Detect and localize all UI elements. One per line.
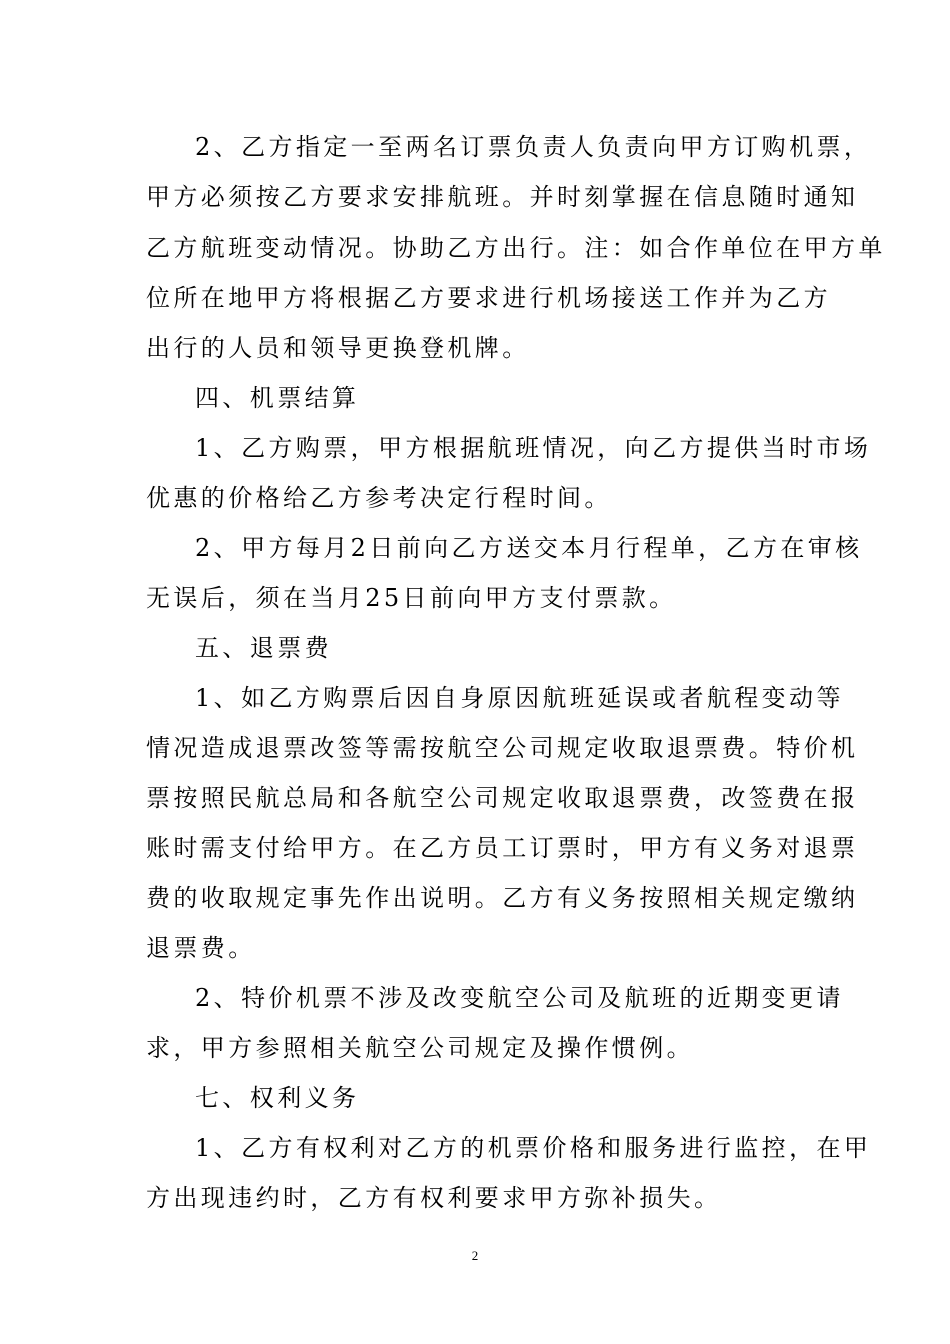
refund-clause-1-line-1: 1、如乙方购票后因自身原因航班延误或者航程变动等 xyxy=(195,684,844,712)
settlement-clause-2-line-1: 2、甲方每月2日前向乙方送交本月行程单，乙方在审核 xyxy=(195,534,863,562)
clause-2-line-4: 位所在地甲方将根据乙方要求进行机场接送工作并为乙方 xyxy=(146,284,831,312)
refund-clause-1-line-2: 情况造成退票改签等需按航空公司规定收取退票费。特价机 xyxy=(146,734,859,762)
section-heading-rights-obligations: 七、权利义务 xyxy=(195,1084,360,1112)
settlement-clause-2-line-2: 无误后，须在当月25日前向甲方支付票款。 xyxy=(146,584,677,612)
refund-clause-1-line-5: 费的收取规定事先作出说明。乙方有义务按照相关规定缴纳 xyxy=(146,884,859,912)
clause-2-line-5: 出行的人员和领导更换登机牌。 xyxy=(146,334,530,362)
section-heading-refund-fee: 五、退票费 xyxy=(195,634,332,662)
refund-clause-1-line-6: 退票费。 xyxy=(146,934,256,962)
rights-clause-1-line-2: 方出现违约时，乙方有权利要求甲方弥补损失。 xyxy=(146,1184,722,1212)
clause-2-line-1: 2、乙方指定一至两名订票负责人负责向甲方订购机票， xyxy=(195,133,872,161)
settlement-clause-1-line-1: 1、乙方购票，甲方根据航班情况，向乙方提供当时市场 xyxy=(195,434,872,462)
settlement-clause-1-line-2: 优惠的价格给乙方参考决定行程时间。 xyxy=(146,484,612,512)
refund-clause-2-line-1: 2、特价机票不涉及改变航空公司及航班的近期变更请 xyxy=(195,984,844,1012)
refund-clause-2-line-2: 求，甲方参照相关航空公司规定及操作惯例。 xyxy=(146,1034,694,1062)
refund-clause-1-line-3: 票按照民航总局和各航空公司规定收取退票费，改签费在报 xyxy=(146,784,859,812)
section-heading-ticket-settlement: 四、机票结算 xyxy=(195,384,360,412)
clause-2-line-3: 乙方航班变动情况。协助乙方出行。注：如合作单位在甲方单 xyxy=(146,234,886,262)
page-number: 2 xyxy=(471,1248,479,1263)
refund-clause-1-line-4: 账时需支付给甲方。在乙方员工订票时，甲方有义务对退票 xyxy=(146,834,859,862)
clause-2-line-2: 甲方必须按乙方要求安排航班。并时刻掌握在信息随时通知 xyxy=(146,183,859,211)
rights-clause-1-line-1: 1、乙方有权利对乙方的机票价格和服务进行监控，在甲 xyxy=(195,1134,872,1162)
